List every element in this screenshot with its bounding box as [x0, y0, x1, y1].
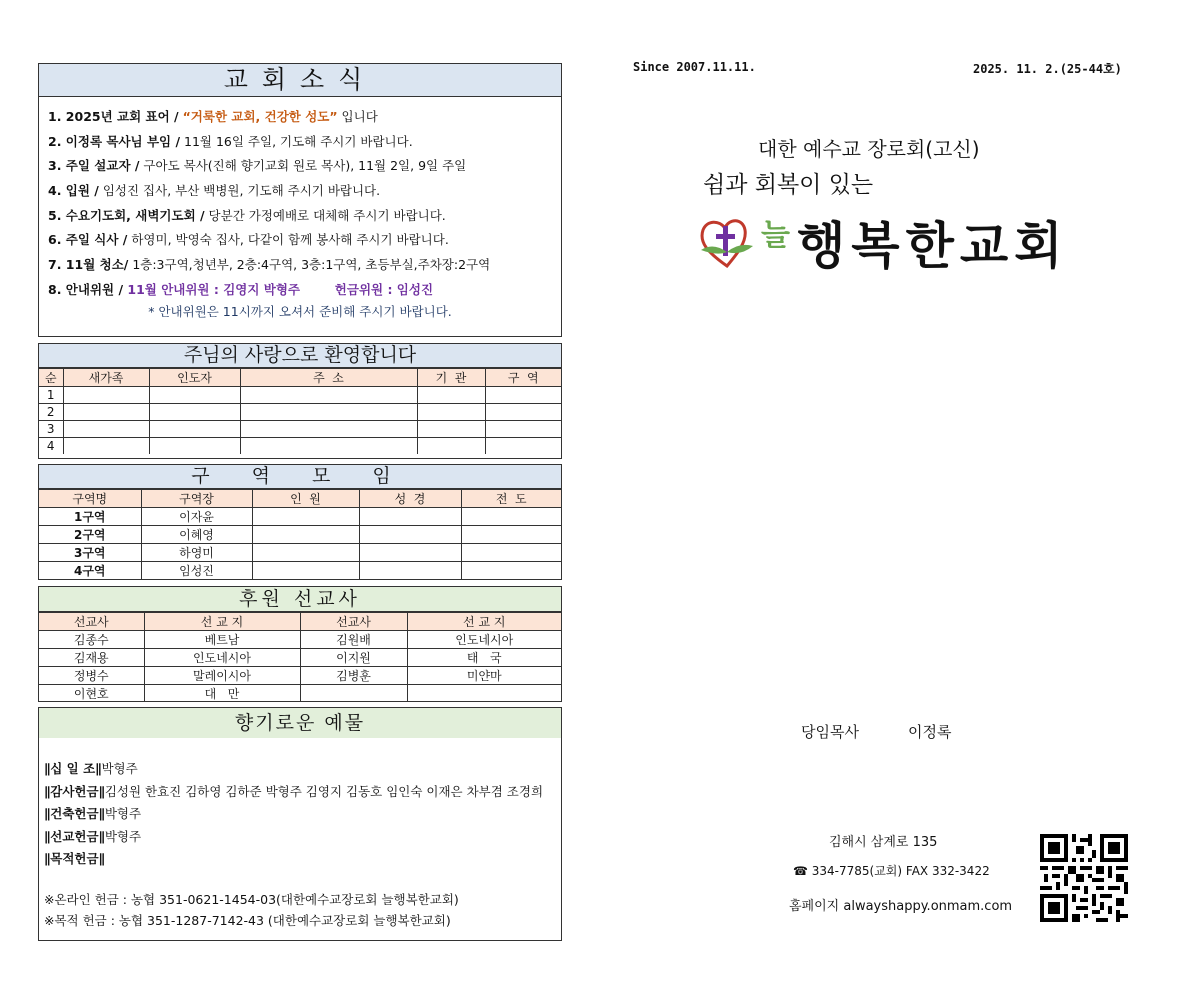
table-cell: 1구역: [39, 508, 141, 526]
news-item: 3. 주일 설교자 / 구아도 목사(진해 향기교회 원로 목사), 11월 2일, 9일 주일: [48, 158, 467, 174]
table-cell: 3구역: [39, 544, 141, 562]
news-item: 1. 2025년 교회 표어 / “거룩한 교회, 건강한 성도” 입니다: [48, 109, 378, 124]
pastor-name: 이정록: [908, 723, 952, 741]
table-header-row: [39, 369, 561, 387]
denomination: 대한 예수교 장로회(고신): [758, 137, 980, 161]
district-title: 구 역 모 임: [39, 465, 561, 489]
church-phone: ☎ 334-7785(교회) FAX 332-3422: [793, 864, 990, 878]
table-cell: 김종수: [39, 631, 144, 649]
table-cell: 대 만: [144, 685, 300, 703]
table-cell: 2구역: [39, 526, 141, 544]
table-header-row: [39, 613, 561, 631]
table-cell: 김병훈: [300, 667, 407, 685]
news-item: 7. 11월 청소/ 1층:3구역,청년부, 2층:4구역, 3층:1구역, 초등부실,주차장:2구역: [48, 257, 491, 273]
table-cell: [63, 404, 149, 421]
online-account: ※온라인 헌금 : 농협 351-0621-1454-03(대한예수교장로회 늘행복한교회): [44, 891, 459, 907]
offering-row: ∥건축헌금∥박형주: [44, 806, 142, 821]
table-cell: [417, 387, 485, 404]
table-cell: 인도네시아: [144, 649, 300, 667]
table-row: [39, 544, 561, 562]
table-cell: [461, 526, 561, 544]
table-row: [39, 526, 561, 544]
table-cell: [252, 526, 359, 544]
table-cell: [417, 438, 485, 455]
church-logo: [697, 212, 761, 274]
offering-row: ∥선교헌금∥박형주: [44, 828, 142, 844]
table-cell: [252, 562, 359, 580]
table-cell: [149, 387, 240, 404]
news-item: 4. 입원 / 임성진 집사, 부산 백병원, 기도해 주시기 바랍니다.: [48, 183, 381, 199]
table-cell: 2: [39, 404, 63, 421]
table-row: [39, 631, 561, 649]
table-cell: [149, 404, 240, 421]
church-address: 김해시 삼계로 135: [829, 835, 938, 850]
column-header: 성 경: [359, 490, 461, 508]
welcome-table: [39, 368, 561, 454]
table-row: [39, 562, 561, 580]
table-cell: [240, 387, 417, 404]
table-cell: 미얀마: [407, 667, 561, 685]
table-cell: 베트남: [144, 631, 300, 649]
column-header: 기 관: [417, 369, 485, 387]
table-row: [39, 404, 561, 421]
table-cell: 말레이시아: [144, 667, 300, 685]
column-header: 인도자: [149, 369, 240, 387]
column-header: 구역명: [39, 490, 141, 508]
heart-cross-icon: [697, 212, 761, 274]
table-row: [39, 649, 561, 667]
table-cell: 인도네시아: [407, 631, 561, 649]
table-cell: [149, 438, 240, 455]
column-header: 구 역: [485, 369, 561, 387]
logo-mark-text: 늘: [761, 218, 790, 253]
offering-section: [38, 707, 562, 941]
offering-row: ∥목적헌금∥: [44, 851, 105, 866]
table-cell: [359, 544, 461, 562]
account-info: [44, 889, 561, 931]
table-cell: 이자윤: [141, 508, 252, 526]
church-news-list: [39, 97, 561, 303]
pastor-title: 당임목사: [801, 723, 859, 741]
table-cell: 1: [39, 387, 63, 404]
table-cell: [485, 387, 561, 404]
church-homepage: 홈페이지 alwayshappy.onmam.com: [789, 899, 1013, 914]
table-cell: [417, 404, 485, 421]
missionary-table: [39, 612, 561, 702]
news-item: 5. 수요기도회, 새벽기도회 / 당분간 가정예배로 대체해 주시기 바랍니다.: [48, 207, 446, 223]
district-section: [38, 464, 562, 580]
table-cell: [63, 421, 149, 438]
column-header: 선 교 지: [144, 613, 300, 631]
table-cell: [240, 404, 417, 421]
news-item: 2. 이정록 목사님 부임 / 11월 16일 주일, 기도해 주시기 바랍니다.: [48, 133, 413, 149]
table-cell: [407, 685, 561, 703]
missionary-section: [38, 586, 562, 702]
news-item: 6. 주일 식사 / 하영미, 박영숙 집사, 다같이 함께 봉사해 주시기 바랍니다.: [48, 232, 449, 248]
table-cell: [240, 421, 417, 438]
table-cell: 김재용: [39, 649, 144, 667]
usher-note: * 안내위원은 11시까지 오셔서 준비해 주시기 바랍니다.: [148, 303, 452, 319]
offering-list: [39, 738, 561, 931]
column-header: 인 원: [252, 490, 359, 508]
table-cell: [461, 508, 561, 526]
church-news-title: 교회소식: [39, 64, 561, 97]
table-row: [39, 508, 561, 526]
table-cell: [149, 421, 240, 438]
table-cell: [252, 544, 359, 562]
table-cell: [461, 544, 561, 562]
column-header: 선 교 지: [407, 613, 561, 631]
table-cell: [63, 387, 149, 404]
column-header: 순: [39, 369, 63, 387]
column-header: 새가족: [63, 369, 149, 387]
table-cell: 4구역: [39, 562, 141, 580]
table-cell: 하영미: [141, 544, 252, 562]
table-cell: 4: [39, 438, 63, 455]
table-cell: [240, 438, 417, 455]
table-cell: 김원배: [300, 631, 407, 649]
table-cell: [461, 562, 561, 580]
table-cell: [359, 508, 461, 526]
table-row: [39, 438, 561, 455]
offering-title: 향기로운 예물: [39, 708, 561, 738]
welcome-section: [38, 343, 562, 459]
column-header: 전 도: [461, 490, 561, 508]
table-row: [39, 685, 561, 703]
table-row: [39, 421, 561, 438]
table-cell: 임성진: [141, 562, 252, 580]
table-cell: [485, 404, 561, 421]
table-cell: 정병수: [39, 667, 144, 685]
district-table: [39, 489, 561, 579]
table-row: [39, 387, 561, 404]
table-cell: 이현호: [39, 685, 144, 703]
table-cell: [63, 438, 149, 455]
table-cell: [300, 685, 407, 703]
table-header-row: [39, 490, 561, 508]
welcome-title: 주님의 사랑으로 환영합니다: [39, 344, 561, 368]
column-header: 선교사: [39, 613, 144, 631]
table-cell: [252, 508, 359, 526]
offering-row: ∥감사헌금∥김성원 한효진 김하영 김하준 박형주 김영지 김동호 임인숙 이재은 차부겸 조경희: [44, 783, 544, 799]
bulletin-date: 2025. 11. 2.(25-44호): [973, 62, 1122, 76]
slogan: 쉼과 회복이 있는: [703, 172, 874, 198]
column-header: 주 소: [240, 369, 417, 387]
missionary-title: 후원 선교사: [39, 587, 561, 612]
column-header: 구역장: [141, 490, 252, 508]
table-cell: 태 국: [407, 649, 561, 667]
table-row: [39, 667, 561, 685]
table-cell: 이혜영: [141, 526, 252, 544]
church-news-section: [38, 63, 562, 337]
table-cell: [417, 421, 485, 438]
news-item: 8. 안내위원 / 11월 안내위원 : 김영지 박형주 헌금위원 : 임성진: [48, 281, 434, 297]
table-cell: [359, 562, 461, 580]
purpose-account: ※목적 헌금 : 농협 351-1287-7142-43 (대한예수교장로회 늘행복한교회): [44, 912, 451, 928]
church-name: 행복한교회: [797, 217, 1069, 275]
table-cell: 이지원: [300, 649, 407, 667]
column-header: 선교사: [300, 613, 407, 631]
offering-row: ∥십 일 조∥박형주: [44, 761, 138, 776]
table-cell: 3: [39, 421, 63, 438]
qr-code-icon: [1040, 834, 1128, 922]
table-cell: [485, 438, 561, 455]
since-date: Since 2007.11.11.: [633, 60, 756, 74]
table-cell: [485, 421, 561, 438]
table-cell: [359, 526, 461, 544]
